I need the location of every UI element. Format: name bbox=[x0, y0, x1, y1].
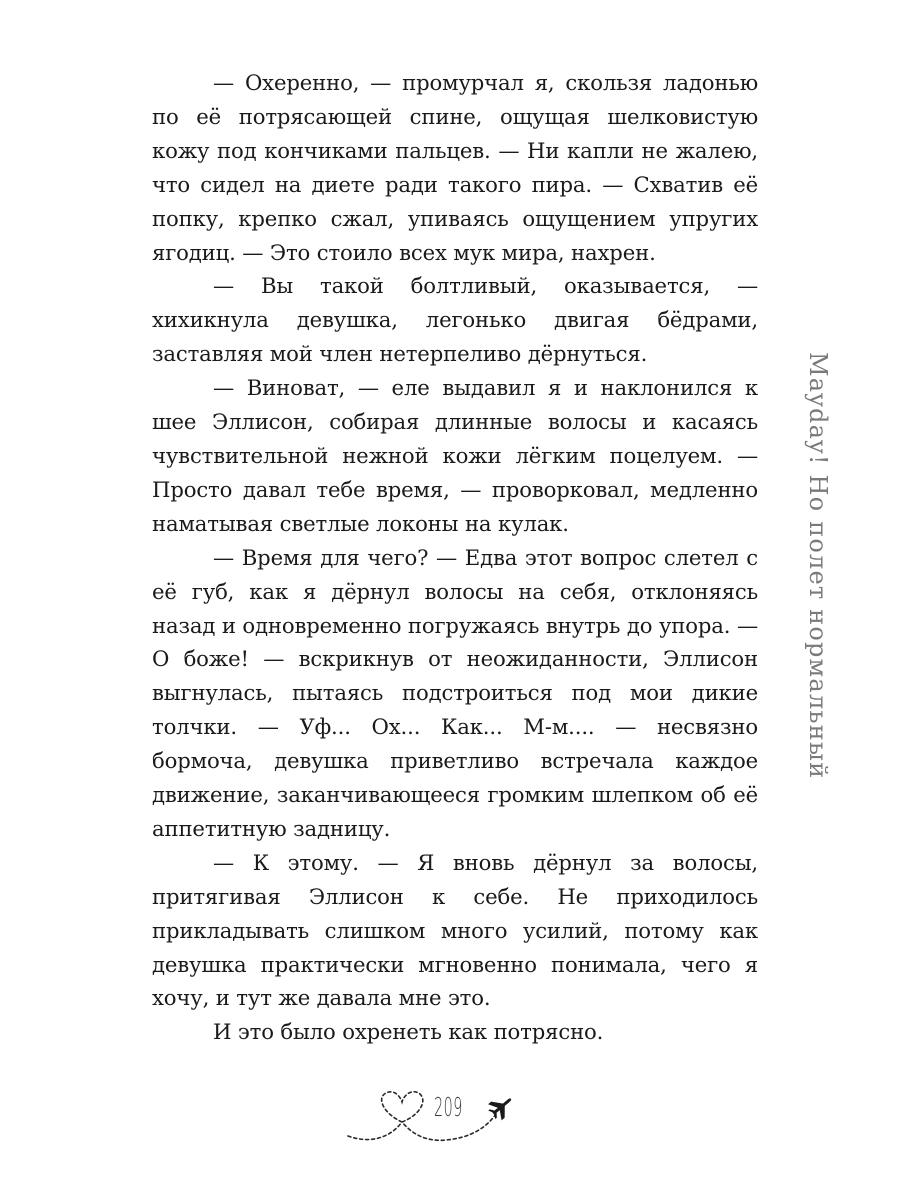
running-header: Mayday! Но полет нормальный bbox=[804, 352, 832, 780]
paragraph-6: И это было охренеть как потрясно. bbox=[213, 1019, 604, 1045]
page-number: 209 bbox=[434, 1093, 463, 1123]
paragraph-5: — К этому. — Я вновь дёрнул за волосы, притягивая Эллисон к себе. Не приходилось прикладывать слишком много усилий, потому как девушка практически мгновенно понимала, чего я хочу, и тут же давала мне это. bbox=[152, 849, 758, 1011]
paragraph-3: — Виноват, — еле выдавил я и наклонился к шее Эллисон, собирая длинные волосы и касаясь чувствительной нежной кожи лёгким поцелуем. — Просто давал тебе время, — проворковал, медленно наматывая светлые локоны на кулак. bbox=[152, 375, 758, 536]
paragraph-1: — Охеренно, — промурчал я, скользя ладонью по её потрясающей спине, ощущая шелковистую кожу под кончиками пальцев. — Ни капли не жалею, что сидел на диете ради такого пира. — Схватив её попку, крепко сжал, упиваясь ощущением упругих ягодиц. — Это стоило всех мук мира, нахрен. bbox=[152, 70, 758, 265]
page-footer bbox=[340, 1084, 540, 1154]
paragraph-4: — Время для чего? — Едва этот вопрос слетел с её губ, как я дёрнул волосы на себя, отклоняясь назад и одновременно погружаясь внутрь до упора. — О боже! — вскрикнув от неожиданности, Эллисон выгнулась, пытаясь подстроиться под мои дикие толчки. — Уф... Ох... Как... М-м.... — несвязно бормоча, девушка приветливо встречала каждое движение, заканчивающееся громким шлепком об её аппетитную задницу. bbox=[152, 544, 758, 841]
body-text bbox=[152, 66, 758, 1049]
paragraph-2: — Вы такой болтливый, оказывается, — хихикнула девушка, легонько двигая бёдрами, заставляя мой член нетерпеливо дёрнуться. bbox=[152, 273, 758, 367]
